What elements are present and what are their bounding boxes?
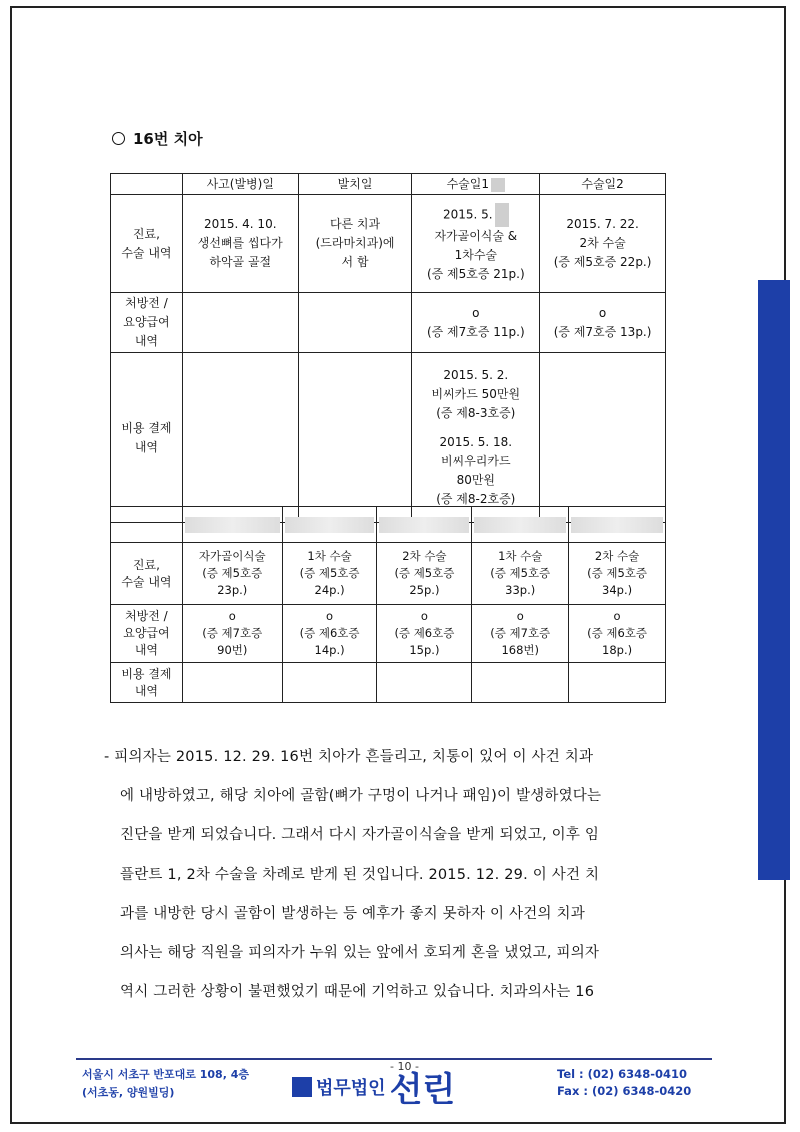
table-cell — [182, 353, 298, 523]
header-cell-redacted — [377, 507, 472, 543]
treatment-table-1 — [110, 173, 666, 523]
table-cell — [472, 663, 569, 703]
table-header-row — [111, 174, 666, 195]
table-cell: 2차 수술 (증 제5호증 34p.) — [569, 543, 666, 605]
row-label: 처방전 / 요양급여 내역 — [111, 293, 183, 353]
footer-contact: Tel : (02) 6348-0410 Fax : (02) 6348-0420 — [557, 1067, 692, 1098]
table-row — [111, 605, 666, 663]
body-line: - 피의자는 2015. 12. 29. 16번 치아가 흔들리고, 치통이 있어 이 사건 치과 — [104, 749, 594, 765]
redaction-mark — [495, 203, 509, 227]
table-cell: 자가골이식술 (증 제5호증 23p.) — [182, 543, 282, 605]
table-cell: o (증 제6호증 14p.) — [282, 605, 377, 663]
table-cell — [182, 293, 298, 353]
body-line: 역시 그러한 상황이 불편했었기 때문에 기억하고 있습니다. 치과의사는 16 — [120, 984, 595, 1001]
row-label: 비용 결제 내역 — [111, 663, 183, 703]
body-line: 과를 내방한 당시 골함이 발생하는 등 예후가 좋지 못하자 이 사건의 치과 — [120, 905, 585, 922]
table-cell — [298, 353, 412, 523]
section-heading: 16번 치아 — [112, 128, 203, 149]
table-cell — [298, 293, 412, 353]
table-cell: 2015. 7. 22. 2차 수술 (증 제5호증 22p.) — [540, 195, 666, 293]
side-stripe — [758, 280, 790, 880]
table-cell: o (증 제6호증 18p.) — [569, 605, 666, 663]
body-line: 의사는 해당 직원을 피의자가 누워 있는 앞에서 호되게 혼을 냈었고, 피의자 — [120, 945, 600, 962]
table-header-row — [111, 507, 666, 543]
header-cell: 발치일 — [298, 174, 412, 195]
table-cell: 2차 수술 (증 제5호증 25p.) — [377, 543, 472, 605]
table-cell — [540, 353, 666, 523]
body-paragraph — [104, 738, 694, 1012]
redaction-mark — [491, 178, 505, 192]
header-cell-redacted — [569, 507, 666, 543]
table-row — [111, 353, 666, 523]
page-number: - 10 - — [390, 1060, 419, 1073]
table-row — [111, 543, 666, 605]
row-label: 처방전 / 요양급여 내역 — [111, 605, 183, 663]
table-cell: o (증 제7호증 13p.) — [540, 293, 666, 353]
table-cell: o (증 제7호증 90번) — [182, 605, 282, 663]
table-cell: 다른 치과 (드라마치과)에 서 함 — [298, 195, 412, 293]
treatment-table-2 — [110, 506, 666, 703]
body-line: 진단을 받게 되었습니다. 그래서 다시 자가골이식술을 받게 되었고, 이후 임 — [120, 827, 600, 844]
table-row — [111, 195, 666, 293]
table-row — [111, 293, 666, 353]
header-empty — [111, 507, 183, 543]
body-line: 플란트 1, 2차 수술을 차례로 받게 된 것입니다. 2015. 12. 29. 이 사건 치 — [120, 866, 600, 883]
body-line: 에 내방하였고, 해당 치아에 골함(뼈가 구멍이 나거나 패임)이 발생하였다는 — [120, 788, 602, 805]
row-label: 진료, 수술 내역 — [111, 543, 183, 605]
firm-emblem-icon — [292, 1077, 312, 1097]
header-cell: 수술일1 — [412, 174, 540, 195]
header-cell: 사고(발병)일 — [182, 174, 298, 195]
table-cell: o (증 제6호증 15p.) — [377, 605, 472, 663]
header-cell-redacted — [182, 507, 282, 543]
table-cell: 2015. 4. 10. 생선뼈를 씹다가 하악골 골절 — [182, 195, 298, 293]
table-cell: 1차 수술 (증 제5호증 24p.) — [282, 543, 377, 605]
table-cell: 2015. 5. 자가골이식술 & 1차수술 (증 제5호증 21p.) — [412, 195, 540, 293]
header-cell-redacted — [282, 507, 377, 543]
row-label: 비용 결제 내역 — [111, 353, 183, 523]
circle-bullet-icon — [112, 132, 125, 145]
table-cell — [569, 663, 666, 703]
table-cell: 1차 수술 (증 제5호증 33p.) — [472, 543, 569, 605]
table-cell: 2015. 5. 2. 비씨카드 50만원 (증 제8-3호증) 2015. 5. 18. 비씨우리카드 80만원 (증 제8-2호증) — [412, 353, 540, 523]
header-empty — [111, 174, 183, 195]
row-label: 진료, 수술 내역 — [111, 195, 183, 293]
firm-logo: 법무법인 선린 — [292, 1062, 455, 1111]
table-cell — [182, 663, 282, 703]
footer-address: 서울시 서초구 반포대로 108, 4층 (서초동, 양원빌딩) — [82, 1068, 249, 1099]
table-cell — [377, 663, 472, 703]
header-cell-redacted — [472, 507, 569, 543]
header-cell: 수술일2 — [540, 174, 666, 195]
table-cell: o (증 제7호증 168번) — [472, 605, 569, 663]
table-cell: o (증 제7호증 11p.) — [412, 293, 540, 353]
table-row — [111, 663, 666, 703]
table-cell — [282, 663, 377, 703]
